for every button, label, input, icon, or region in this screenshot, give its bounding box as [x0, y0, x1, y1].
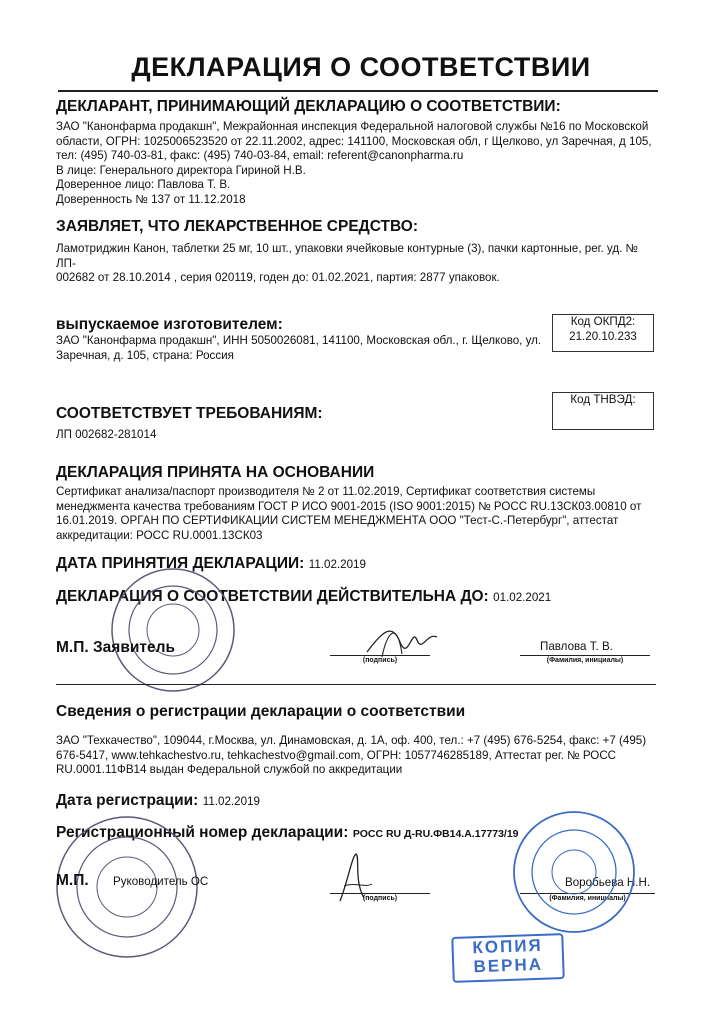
registration-line: ЗАО "Техкачество", 109044, г.Москва, ул. Динамовская, д. 1А, оф. 400, тел.: +7 (495) 676-5254, факс: +7 (495)	[56, 734, 647, 747]
accepted-value: 11.02.2019	[308, 558, 366, 571]
tnved-label: Код ТНВЭД:	[570, 393, 636, 406]
registration-number-label: Регистрационный номер декларации:	[56, 824, 349, 841]
applicant-name: Павлова Т. В.	[540, 640, 613, 653]
body-role: Руководитель ОС	[113, 875, 209, 888]
basis-line: Сертификат анализа/паспорт производителя № 2 от 11.02.2019, Сертификат соответствия системы	[56, 485, 596, 498]
tnved-box	[552, 392, 654, 430]
requirements-heading: СООТВЕТСТВУЕТ ТРЕБОВАНИЯМ:	[56, 405, 323, 422]
applicant-name-line	[520, 655, 650, 656]
okpd-value: 21.20.10.233	[569, 329, 637, 343]
applicant-mp: М.П. Заявитель	[56, 639, 175, 656]
copy-certified-stamp	[451, 933, 565, 983]
declarant-line: Доверенность № 137 от 11.12.2018	[56, 192, 246, 206]
manufacturer-line: ЗАО "Канонфарма продакшн", ИНН 5050026081, 141100, Московская обл., г. Щелково, ул.	[56, 334, 542, 347]
company-stamp	[108, 565, 238, 695]
manufacturer-heading: выпускаемое изготовителем:	[56, 316, 283, 333]
applicant-sign-line	[330, 655, 430, 656]
registration-line: RU.0001.11ФВ14 выдан Федеральной службой по аккредитации	[56, 763, 403, 777]
body-mp: М.П.	[56, 872, 89, 889]
product-block	[56, 242, 656, 286]
copy-stamp-line1: КОПИЯ	[472, 935, 544, 958]
okpd-label: Код ОКПД2:	[570, 315, 636, 328]
basis-line: менеджмента качества требованиям ГОСТ Р ИСО 9001-2015 (ISO 9001:2015) № РОСС RU.13СК03.00810 от	[56, 499, 642, 513]
registration-date-value: 11.02.2019	[202, 795, 260, 808]
basis-block	[56, 485, 656, 543]
basis-line: 16.01.2019. ОРГАН ПО СЕРТИФИКАЦИИ СИСТЕМ МЕНЕДЖМЕНТА ООО "Тест-С.-Петербург", аттестат	[56, 514, 619, 528]
body-sign-caption: (подпись)	[362, 895, 398, 902]
section-divider	[56, 684, 656, 685]
product-line: Ламотриджин Канон, таблетки 25 мг, 10 шт., упаковки ячейковые контурные (3), пачки картонные, рег. уд. № ЛП-	[56, 242, 638, 270]
registration-block	[56, 734, 656, 778]
product-heading: ЗАЯВЛЯЕТ, ЧТО ЛЕКАРСТВЕННОЕ СРЕДСТВО:	[56, 218, 419, 235]
valid-value: 01.02.2021	[493, 591, 552, 604]
valid-heading: ДЕКЛАРАЦИЯ О СООТВЕТСТВИИ ДЕЙСТВИТЕЛЬНА ДО:	[56, 588, 489, 605]
registration-number-value: РОСС RU Д-RU.ФВ14.А.17773/19	[352, 828, 519, 840]
manufacturer-block	[56, 334, 551, 363]
product-line: 002682 от 28.10.2014 , серия 020119, годен до: 01.02.2021, партия: 2877 упаковок.	[56, 271, 500, 285]
applicant-name-caption: (Фамилия, инициалы)	[546, 657, 624, 664]
basis-line: аккредитации: РОСС RU.0001.13СК03	[56, 528, 263, 542]
body-name: Воробьева Н.Н.	[565, 876, 651, 889]
manufacturer-line: Заречная, д. 105, страна: Россия	[56, 348, 234, 362]
declarant-line: ЗАО "Канонфарма продакшн", Межрайонная инспекция Федеральной налоговой службы №16 по Московской	[56, 120, 649, 133]
applicant-sign-caption: (подпись)	[362, 657, 398, 664]
document-title: ДЕКЛАРАЦИЯ О СООТВЕТСТВИИ	[131, 52, 591, 82]
basis-heading: ДЕКЛАРАЦИЯ ПРИНЯТА НА ОСНОВАНИИ	[56, 464, 375, 481]
declarant-line: области, ОГРН: 1025006523520 от 22.11.2002, адрес: 141100, Московская обл, г Щелково, ул Заречная, д 105,	[56, 134, 652, 148]
declarant-line: тел: (495) 740-03-81, факс: (495) 740-03-84, email: referent@canonpharma.ru	[56, 149, 464, 163]
copy-stamp-line2: ВЕРНА	[473, 954, 544, 977]
title-underline	[58, 90, 658, 92]
body-name-caption: (Фамилия, инициалы)	[549, 895, 626, 902]
declarant-block	[56, 120, 656, 208]
registration-line: 676-5417, www.tehkachestvo.ru, tehkachestvo@gmail.com, ОГРН: 1057746285189, Аттестат рег. № РОСС	[56, 748, 617, 762]
declarant-line: В лице: Генерального директора Гириной Н.В.	[56, 163, 306, 177]
accepted-heading: ДАТА ПРИНЯТИЯ ДЕКЛАРАЦИИ:	[56, 555, 305, 572]
registration-date-label: Дата регистрации:	[56, 792, 199, 809]
registration-heading: Сведения о регистрации декларации о соответствии	[56, 703, 466, 720]
declarant-heading: ДЕКЛАРАНТ, ПРИНИМАЮЩИЙ ДЕКЛАРАЦИЮ О СООТВЕТСТВИИ:	[56, 98, 561, 115]
okpd-box	[552, 314, 654, 352]
declarant-line: Доверенное лицо: Павлова Т. В.	[56, 178, 231, 192]
body-sign-line	[330, 893, 430, 894]
notary-stamp	[510, 808, 638, 936]
requirements-value: ЛП 002682-281014	[56, 428, 157, 441]
